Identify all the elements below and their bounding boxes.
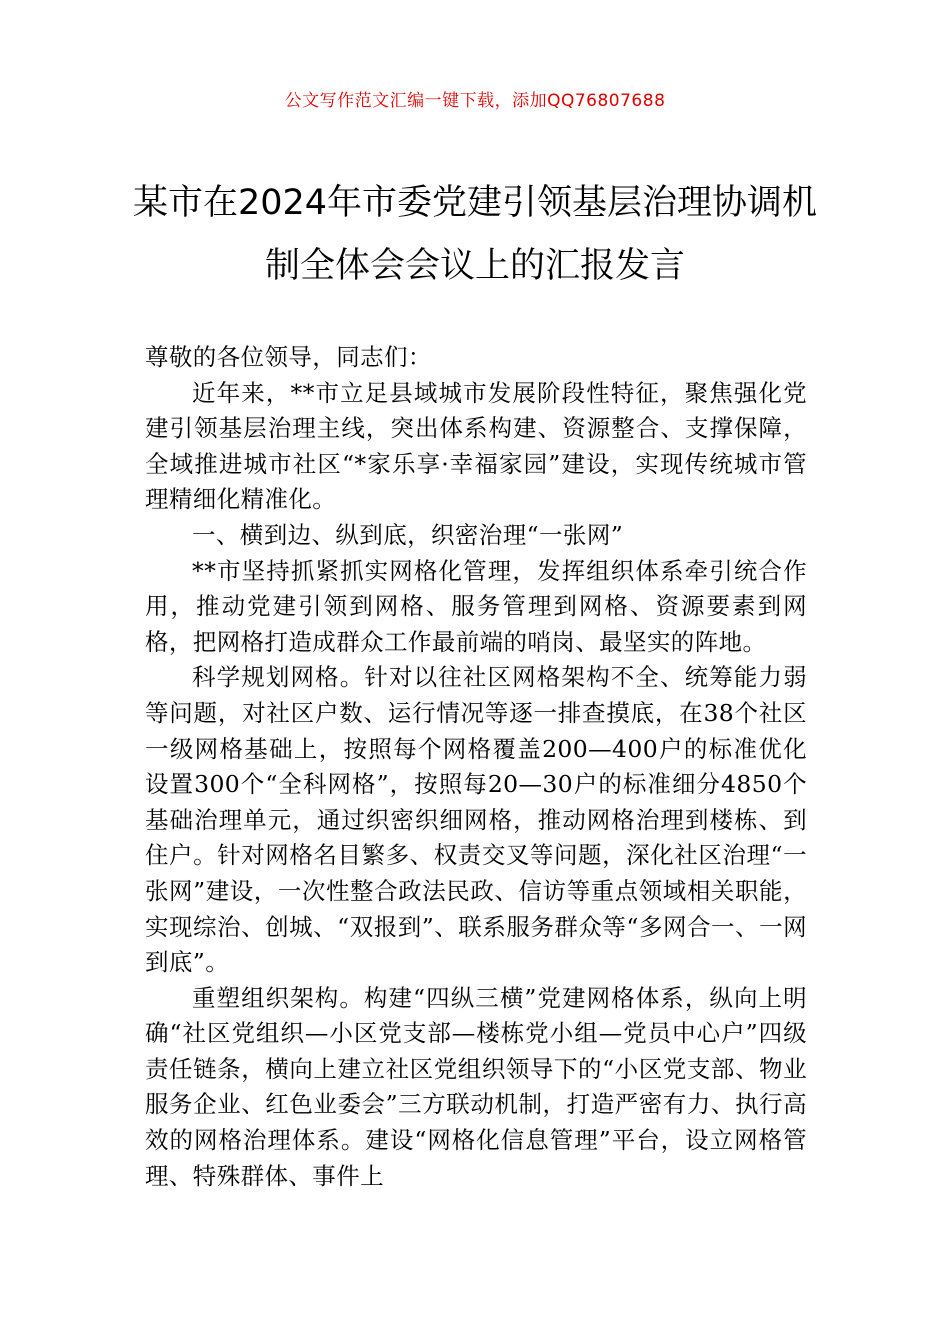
- paragraph-organization-structure: 重塑组织架构。构建“四纵三横”党建网格体系，纵向上明确“社区党组织—小区党支部—楼栋党小组—党员中心户”四级责任链条，横向上建立社区党组织领导下的“小区党支部、物业服务企业、红色业委会”三方联动机制，打造严密有力、执行高效的网格治理体系。建设“网格化信息管理”平台，设立网格管理、特殊群体、事件上: [145, 983, 807, 1190]
- salutation: 尊敬的各位领导，同志们：: [145, 343, 432, 371]
- paragraph-grid-planning: 科学规划网格。针对以往社区网格架构不全、统筹能力弱等问题，对社区户数、运行情况等逐一排查摸底，在38个社区一级网格基础上，按照每个网格覆盖200—400户的标准优化设置300个“全科网格”，按照每20—30户的标准细分4850个基础治理单元，通过织密织细网格，推动网格治理到楼栋、到住户。针对网格名目繁多、权责交叉等问题，深化社区治理“一张网”建设，一次性整合政法民政、信访等重点领域相关职能，实现综治、创城、“双报到”、联系服务群众等“多网合一、一网到底”。: [145, 663, 807, 977]
- section-heading-1: 一、横到边、纵到底，织密治理“一张网”: [192, 520, 624, 549]
- download-notice: 公文写作范文汇编一键下载，添加QQ76807688: [284, 91, 666, 111]
- document-title: 某市在2024年市委党建引领基层治理协调机制全体会会议上的汇报发言: [132, 183, 818, 286]
- paragraph-section-1-overview: **市坚持抓紧抓实网格化管理，发挥组织体系牵引统合作用，推动党建引领到网格、服务管理到网格、资源要素到网格，把网格打造成群众工作最前端的哨岗、最坚实的阵地。: [145, 556, 807, 656]
- document-body: [145, 340, 807, 1194]
- paragraph-intro: 近年来，**市立足县域城市发展阶段性特征，聚焦强化党建引领基层治理主线，突出体系构建、资源整合、支撑保障，全域推进城市社区“*家乐享·幸福家园”建设，实现传统城市管理精细化精准化。: [145, 378, 807, 514]
